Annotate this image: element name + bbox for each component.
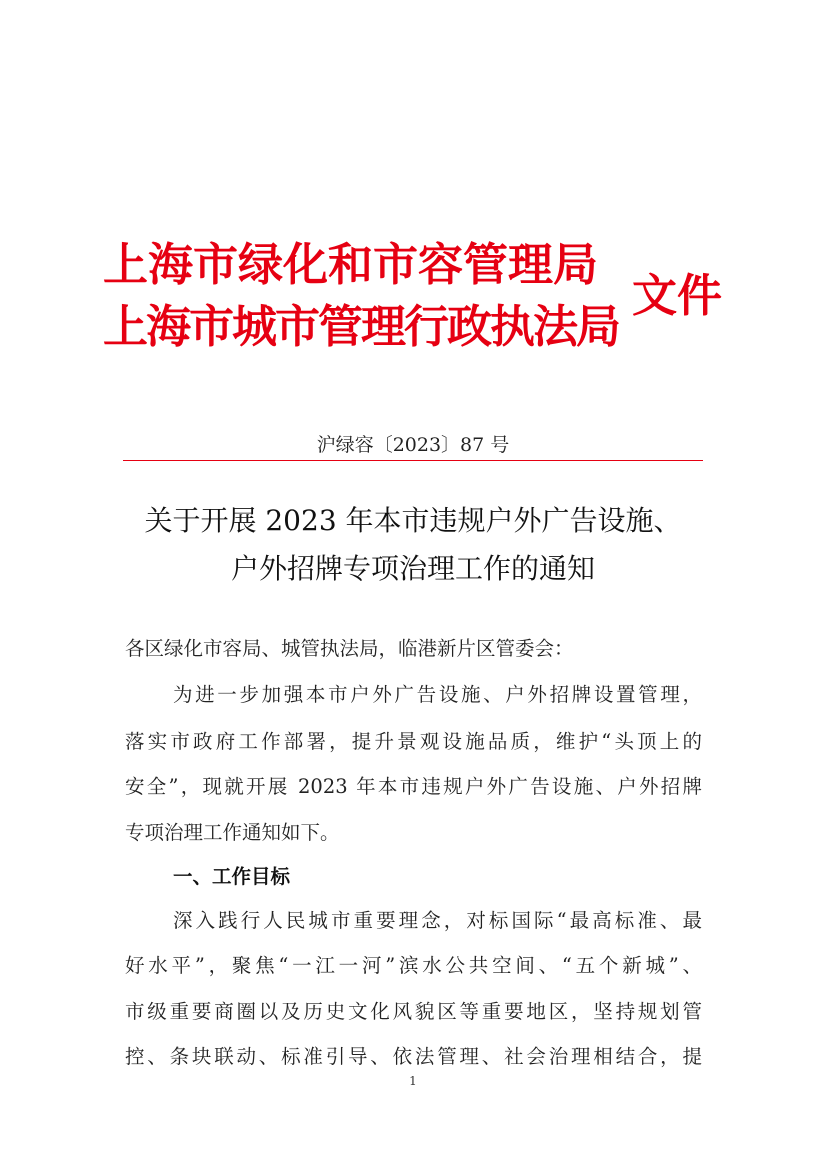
document-number: 沪绿容〔2023〕87 号 [316, 434, 510, 456]
intro-line-2: 落实市政府工作部署，提升景观设施品质，维护“头顶上的 [125, 730, 702, 753]
issuer-line-2: 上海市城市管理行政执法局 [103, 300, 620, 353]
section-heading-goals: 一、工作目标 [173, 865, 291, 888]
document-type-label: 文件 [632, 269, 723, 322]
document-title-line-2: 户外招牌专项治理工作的通知 [230, 552, 595, 585]
section-1-line-4: 控、条块联动、标准引导、依法管理、社会治理相结合，提 [125, 1045, 702, 1068]
issuer-line-1: 上海市绿化和市容管理局 [103, 238, 599, 291]
page-number: 1 [409, 1074, 417, 1088]
section-1-line-3: 市级重要商圈以及历史文化风貌区等重要地区，坚持规划管 [125, 1000, 702, 1023]
document-title-line-1: 关于开展 2023 年本市违规户外广告设施、 [144, 504, 682, 537]
intro-line-1: 为进一步加强本市户外广告设施、户外招牌设置管理， [173, 683, 702, 706]
intro-line-3: 安全”，现就开展 2023 年本市违规户外广告设施、户外招牌 [125, 775, 702, 798]
section-1-line-1: 深入践行人民城市重要理念，对标国际“最高标准、最 [173, 909, 702, 932]
red-divider-line [123, 460, 703, 461]
section-1-line-2: 好水平”，聚焦“一江一河”滨水公共空间、“五个新城”、 [125, 954, 702, 977]
addressee: 各区绿化市容局、城管执法局，临港新片区管委会： [125, 637, 574, 660]
intro-line-4: 专项治理工作通知如下。 [125, 821, 340, 844]
